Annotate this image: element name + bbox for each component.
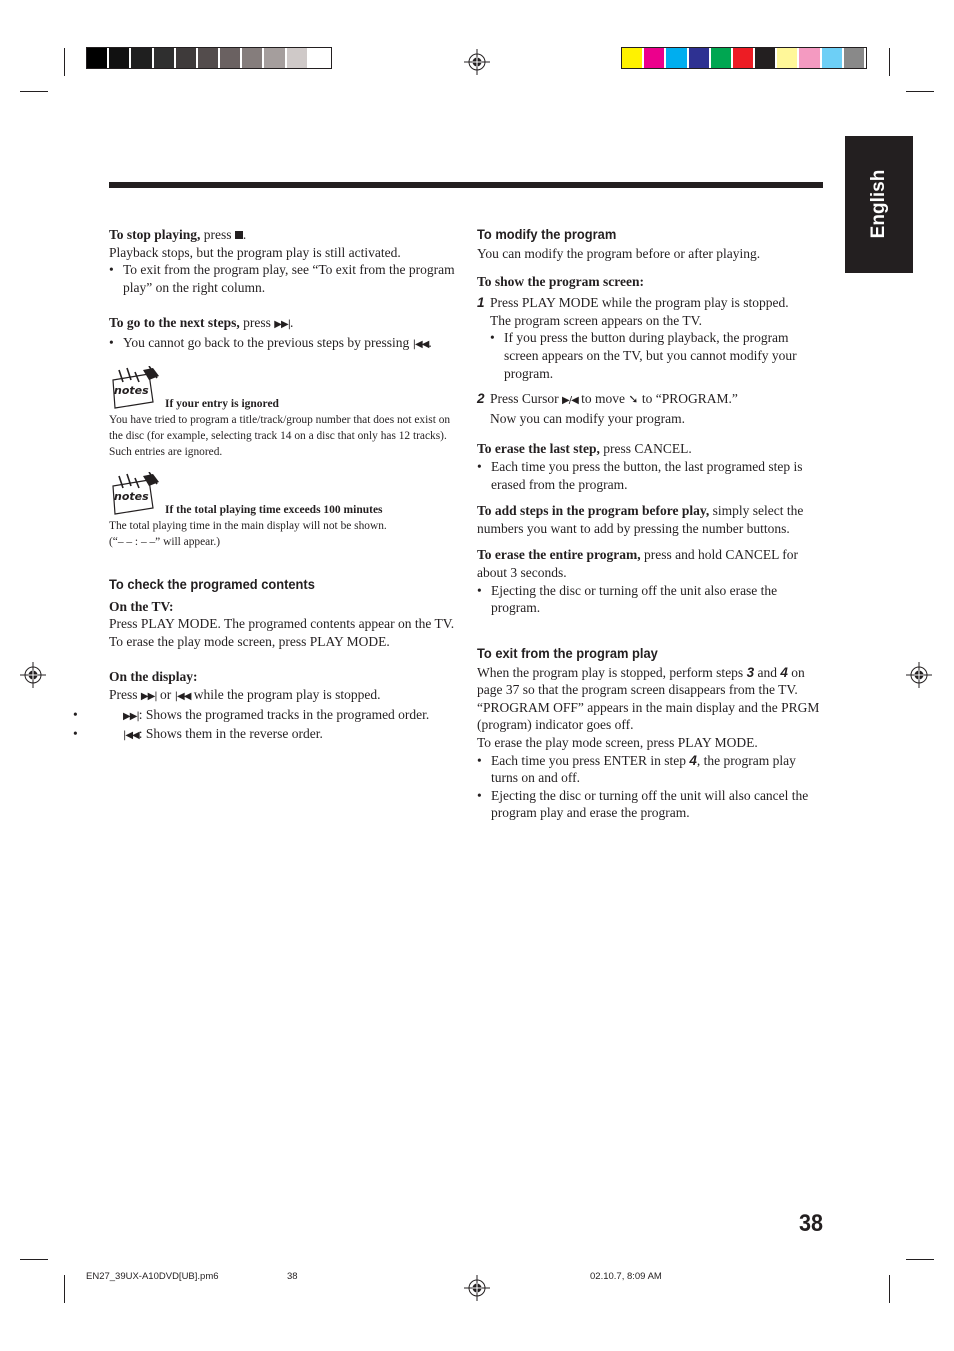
note-playing-time [109,472,459,552]
check-disp-head: On the display: [109,669,198,685]
pointer-arrow-icon: ➘ [628,392,639,407]
process-swatch [733,48,753,68]
exit-p1 [477,664,823,699]
left-column [109,226,459,745]
step-2-mid: to move [581,391,626,407]
process-swatch [644,48,664,68]
check-heading: To check the programed contents [109,575,315,592]
process-swatch [799,48,819,68]
header-rule [109,182,823,188]
note1-body: You have tried to program a title/track/group number that does not exist on the disc (for example, selecting track 14 on a disc that only has 12 tracks). Such entries are ignored. [109,413,451,458]
note2-body2: (“– – : – –” will appear.) [109,535,221,548]
registration-mark-icon [464,1275,490,1301]
previous-track-icon: |◀◀ [174,690,191,702]
registration-mark-icon [906,662,932,688]
erase-all-lead: To erase the entire program, [477,547,641,563]
note-ignored-entry [109,366,459,462]
next-lead: To go to the next steps, [109,315,240,331]
notes-badge: notes [114,383,149,397]
stop-bullet: • To exit from the program play, see “To exit from the program play” on the right column. [109,261,459,296]
process-swatch [711,48,731,68]
next-bullet-after: . [428,334,432,350]
check-item1-text: : Shows the programed tracks in the programed order. [138,706,430,722]
exit-step4: 4 [780,664,788,680]
next-bullet-text: You cannot go back to the previous steps by pressing [123,334,410,350]
exit-p3: To erase the play mode screen, press PLAY MODE. [477,735,758,751]
gray-swatch [220,48,240,68]
stop-line2: Playback stops, but the program play is still activated. [109,244,401,260]
stop-lead: To stop playing, [109,227,201,242]
exit-b1-pre: Each time you press ENTER in step [491,752,686,768]
step-2-number: 2 [477,391,485,407]
step-1 [477,294,823,382]
right-column [477,226,823,822]
check-item-next [109,706,459,726]
notes-badge: notes [114,489,149,503]
crop-mark [889,1275,890,1303]
crop-mark [20,91,48,92]
note2-body1: The total playing time in the main display will not be shown. [109,519,387,532]
process-swatch [777,48,797,68]
check-item2-text: : Shows them in the reverse order. [138,726,323,742]
show-screen-head: To show the program screen: [477,273,644,289]
crop-mark [64,48,65,76]
crop-mark [64,1275,65,1303]
check-tv-head: On the TV: [109,598,174,614]
exit-p2: “PROGRAM OFF” appears in the main display and the PRGM (program) indicator goes off. [477,699,820,733]
footer-date: 02.10.7, 8:09 AM [590,1271,662,1282]
process-swatch [844,48,864,68]
stop-rest: press [203,227,232,242]
gray-swatch [131,48,151,68]
exit-p1-and: and [757,664,777,680]
gray-swatch [198,48,218,68]
language-tab [845,136,913,273]
erase-last-bullet: • Each time you press the button, the last programed step is erased from the program. [477,458,823,493]
process-swatch [666,48,686,68]
exit-section [477,645,823,822]
next-section [109,314,459,353]
next-rest: press [243,315,271,331]
previous-track-icon: |◀◀ [412,338,429,350]
erase-all-rest: press and hold CANCEL for about 3 seconds. [477,547,798,580]
next-after: . [290,315,294,331]
step-1-number: 1 [477,295,485,311]
exit-bullet2: • Ejecting the disc or turning off the unit will also cancel the program play and erase the program. [477,787,823,822]
step-1-line2: The program screen appears on the TV. [490,312,703,328]
next-bullet [109,334,459,354]
page-number: 38 [798,1210,823,1237]
exit-bullet1 [477,752,823,787]
check-tv-line1: Press PLAY MODE. The programed contents appear on the TV. [109,616,455,632]
crop-mark [889,48,890,76]
exit-step3: 3 [746,664,755,680]
erase-all-bullet: • Ejecting the disc or turning off the unit also erase the program. [477,582,823,617]
step-2-line2: Now you can modify your program. [490,410,685,426]
check-disp-line [109,686,459,706]
crop-mark [906,1259,934,1260]
process-swatch [755,48,775,68]
footer-file: EN27_39UX-A10DVD[UB].pm6 [86,1271,219,1282]
erase-last-section [477,440,823,493]
exit-heading: To exit from the program play [477,644,658,661]
disp-while: while the program play is stopped. [193,686,381,702]
erase-all-section [477,546,823,616]
crop-mark [20,1259,48,1260]
registration-mark-icon [20,662,46,688]
step-2-post: to “PROGRAM.” [641,391,738,407]
stop-section [109,226,459,296]
footer-page: 38 [287,1271,298,1282]
check-section [109,576,459,745]
gray-swatch [242,48,262,68]
add-lead: To add steps in the program before play, [477,503,710,519]
previous-track-icon: |◀◀ [123,730,139,742]
gray-swatch [109,48,129,68]
step-2 [477,390,823,427]
gray-color-bar [86,47,332,69]
add-rest: simply select the numbers you want to add by pressing the number buttons. [477,503,804,536]
step-2-pre: Press Cursor [490,391,559,407]
erase-last-lead: To erase the last step, [477,441,600,457]
process-swatch [622,48,642,68]
stop-after: . [242,227,247,242]
process-color-bar [621,47,867,69]
exit-b1-step: 4 [689,752,697,768]
check-item-prev [109,725,459,745]
gray-swatch [309,48,329,68]
gray-swatch [264,48,284,68]
stop-icon [235,231,243,239]
gray-swatch [176,48,196,68]
gray-swatch [287,48,307,68]
disp-or: or [160,686,172,702]
note2-title: If the total playing time exceeds 100 minutes [165,503,383,516]
registration-mark-icon [464,49,490,75]
next-track-icon: ▶▶| [274,319,291,331]
gray-swatch [154,48,174,68]
erase-last-rest: press CANCEL. [603,441,692,457]
crop-mark [906,91,934,92]
modify-intro: You can modify the program before or after playing. [477,246,761,261]
check-tv-line2: To erase the play mode screen, press PLAY MODE. [109,633,390,649]
process-swatch [822,48,842,68]
gray-swatch [87,48,107,68]
add-steps-section [477,502,823,537]
modify-heading: To modify the program [477,226,617,242]
step-1-bullet: • If you press the button during playback, the program screen appears on the TV, but you cannot modify your program. [490,329,823,382]
note1-title: If your entry is ignored [165,397,279,410]
cursor-right-left-icon: ▶/◀ [562,395,578,407]
step-1-line1: Press PLAY MODE while the program play is stopped. [490,295,789,311]
exit-p1-pre: When the program play is stopped, perform steps [477,664,744,680]
language-tab-label: English [868,169,889,239]
process-swatch [689,48,709,68]
exit-p1-post: on page 37 so that the program screen disappears from the TV. [477,664,805,698]
step-2-line1 [490,390,823,410]
exit-b1-post: , the program play turns on and off. [491,752,796,786]
disp-press: Press [109,686,138,702]
next-track-icon: ▶▶| [123,710,139,722]
next-track-icon: ▶▶| [140,690,157,702]
